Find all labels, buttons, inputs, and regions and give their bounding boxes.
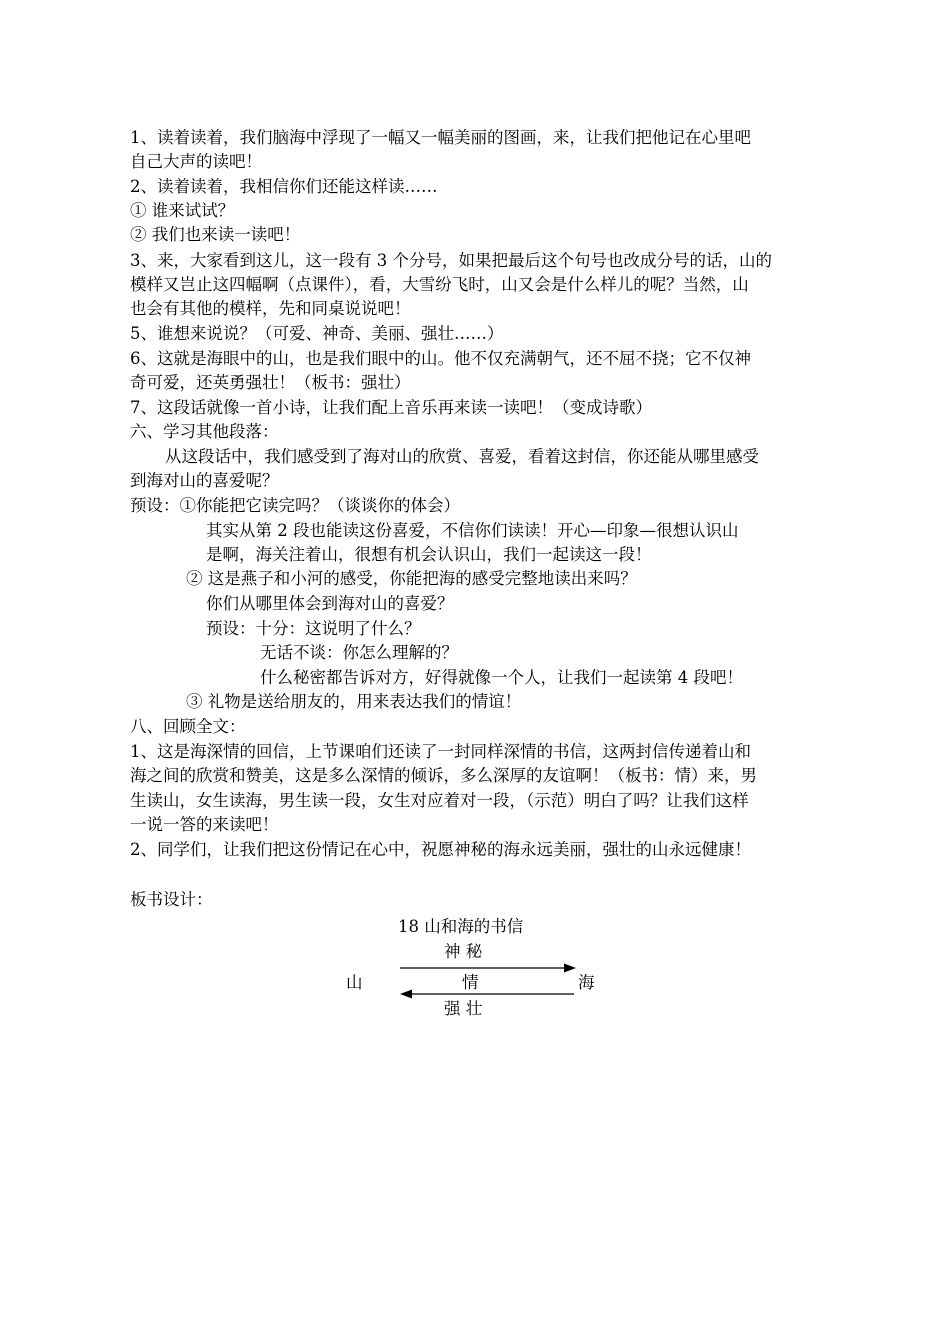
text-line: 你们从哪里体会到海对山的喜爱？ bbox=[206, 594, 454, 613]
text-line: 2、同学们，让我们把这份情记在心中，祝愿神秘的海永远美丽，强壮的山永远健康！ bbox=[130, 840, 751, 859]
text-line: 预设：十分：这说明了什么？ bbox=[206, 619, 421, 638]
text-line: ③ 礼物是送给朋友的，用来表达我们的情谊！ bbox=[186, 692, 522, 711]
text-line: 从这段话中，我们感受到了海对山的欣赏、喜爱，看着这封信，你还能从哪里感受 bbox=[165, 447, 759, 466]
board-title: 18 山和海的书信 bbox=[398, 917, 524, 936]
text-line: 1、这是海深情的回信，上节课咱们还读了一封同样深情的书信，这两封信传递着山和 bbox=[130, 742, 751, 761]
text-line: 模样又岂止这四幅啊（点课件），看，大雪纷飞时，山又会是什么样儿的呢？当然，山 bbox=[130, 275, 749, 294]
board-left-mountain: 山 bbox=[346, 973, 363, 992]
text-line: 生读山，女生读海，男生读一段，女生对应着对一段，（示范）明白了吗？让我们这样 bbox=[130, 791, 749, 810]
section-heading: 六、学习其他段落： bbox=[130, 422, 279, 441]
text-line: 无话不谈：你怎么理解的？ bbox=[260, 643, 458, 662]
text-line: ① 谁来试试？ bbox=[130, 201, 235, 220]
text-line: 也会有其他的模样，先和同桌说说吧！ bbox=[130, 299, 411, 318]
board-center-emotion: 情 bbox=[462, 973, 479, 992]
right-arrow-icon bbox=[400, 962, 580, 974]
text-line: ② 我们也来读一读吧！ bbox=[130, 225, 301, 244]
text-line: 1、读着读着，我们脑海中浮现了一幅又一幅美丽的图画，来，让我们把他记在心里吧 bbox=[130, 128, 751, 147]
text-line: 3、来，大家看到这儿，这一段有 3 个分号，如果把最后这个句号也改成分号的话，山的 bbox=[130, 251, 772, 270]
text-line: 一说一答的来读吧！ bbox=[130, 815, 279, 834]
board-design-label: 板书设计： bbox=[130, 890, 213, 909]
text-line: 2、读着读着，我相信你们还能这样读…… bbox=[130, 177, 438, 196]
text-line: 7、这段话就像一首小诗，让我们配上音乐再来读一读吧！（变成诗歌） bbox=[130, 398, 652, 417]
board-right-sea: 海 bbox=[578, 973, 595, 992]
text-line: 奇可爱，还英勇强壮！（板书：强壮） bbox=[130, 373, 411, 392]
board-top-words: 神 秘 bbox=[444, 942, 483, 961]
text-line: 6、这就是海眼中的山，也是我们眼中的山。他不仅充满朝气，还不屈不挠；它不仅神 bbox=[130, 349, 751, 368]
text-line: ② 这是燕子和小河的感受，你能把海的感受完整地读出来吗？ bbox=[186, 569, 637, 588]
text-line: 海之间的欣赏和赞美，这是多么深情的倾诉，多么深厚的友谊啊！（板书：情）来，男 bbox=[130, 766, 757, 785]
text-line: 预设：①你能把它读完吗？（谈谈你的体会） bbox=[130, 496, 460, 515]
left-arrow-icon bbox=[398, 988, 578, 1000]
text-line: 是啊，海关注着山，很想有机会认识山，我们一起读这一段！ bbox=[206, 545, 652, 564]
section-heading: 八、回顾全文： bbox=[130, 717, 246, 736]
text-line: 自己大声的读吧！ bbox=[130, 152, 262, 171]
text-line: 什么秘密都告诉对方，好得就像一个人，让我们一起读第 4 段吧！ bbox=[260, 668, 743, 687]
board-bottom-words: 强 壮 bbox=[444, 999, 483, 1018]
text-line: 其实从第 2 段也能读这份喜爱，不信你们读读！开心—印象—很想认识山 bbox=[206, 521, 739, 540]
text-line: 5、谁想来说说？（可爱、神奇、美丽、强壮……） bbox=[130, 324, 504, 343]
text-line: 到海对山的喜爱呢？ bbox=[130, 471, 279, 490]
